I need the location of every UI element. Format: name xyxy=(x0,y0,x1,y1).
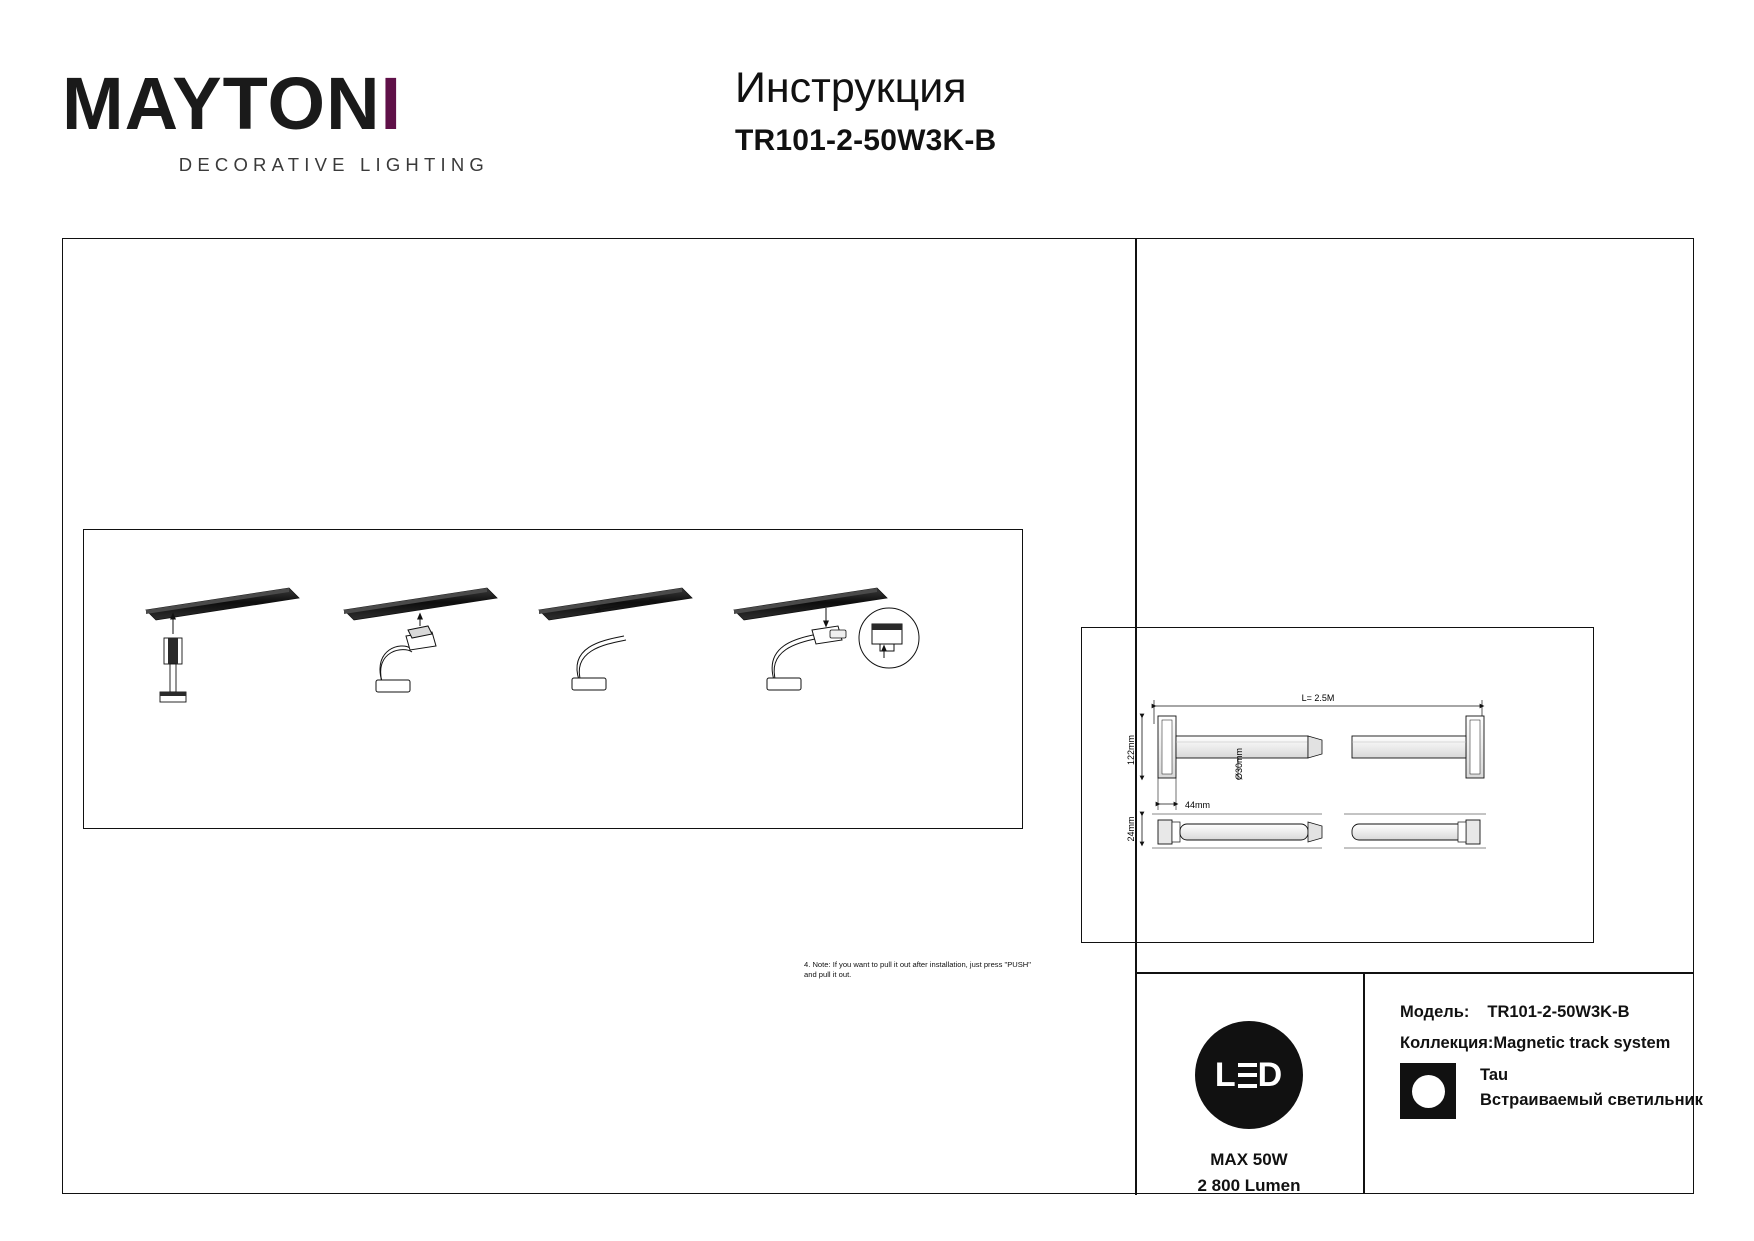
dimension-diagram xyxy=(1082,628,1593,942)
brand-name xyxy=(62,62,492,145)
recessed-luminaire-icon xyxy=(1400,1063,1456,1119)
installation-diagram xyxy=(84,530,1022,828)
product-type: Встраиваемый светильник xyxy=(1480,1091,1703,1109)
brand-name-accent: I xyxy=(380,62,403,145)
installation-note: 4. Note: If you want to pull it out after installation, just press "PUSH" and pull it out. xyxy=(804,960,1031,979)
install-step-4 xyxy=(734,588,919,690)
led-badge-left: L xyxy=(1214,1055,1237,1094)
product-collection-label: Коллекция: xyxy=(1400,1034,1494,1052)
install-step-2 xyxy=(344,588,497,692)
product-info-cell xyxy=(1365,973,1703,1193)
document-title-block xyxy=(735,62,996,158)
install-step-1 xyxy=(146,588,299,702)
dim-depth-label: 24mm xyxy=(1126,816,1136,842)
main-frame xyxy=(62,238,1703,1195)
brand-name-main: MAYTON xyxy=(62,62,381,145)
document-model-code: TR101-2-50W3K-B xyxy=(735,124,997,157)
installation-steps-box xyxy=(83,529,1031,979)
dim-height-label: 122mm xyxy=(1126,734,1136,766)
led-spec-cell xyxy=(1135,973,1363,1193)
product-collection-value: Magnetic track system xyxy=(1493,1034,1671,1052)
dim-diameter-label: Ø30mm xyxy=(1234,747,1244,780)
product-model-value: TR101-2-50W3K-B xyxy=(1487,1003,1630,1021)
led-badge-right: D xyxy=(1257,1055,1284,1094)
page-title: Инструкция xyxy=(735,64,967,112)
dim-width-label: 44mm xyxy=(1185,800,1211,810)
install-step-3 xyxy=(539,588,692,690)
product-model-label: Модель: xyxy=(1400,1003,1470,1021)
brand-tagline: DECORATIVE LIGHTING xyxy=(178,154,489,175)
led-lumen: 2 800 Lumen xyxy=(1197,1176,1301,1195)
product-series: Tau xyxy=(1480,1066,1509,1084)
led-badge-icon xyxy=(1195,1021,1303,1129)
lamp-icon-dot xyxy=(1412,1075,1445,1108)
led-max-power: MAX 50W xyxy=(1210,1150,1288,1169)
led-badge-e-glyph xyxy=(1238,1063,1257,1088)
page-header xyxy=(0,0,1754,210)
brand-logo xyxy=(62,62,492,176)
dimension-drawing-box xyxy=(1081,627,1594,943)
product-model-row xyxy=(1400,1003,1630,1022)
product-collection-row xyxy=(1400,1034,1670,1053)
dim-length-label: L= 2.5M xyxy=(1301,693,1335,703)
